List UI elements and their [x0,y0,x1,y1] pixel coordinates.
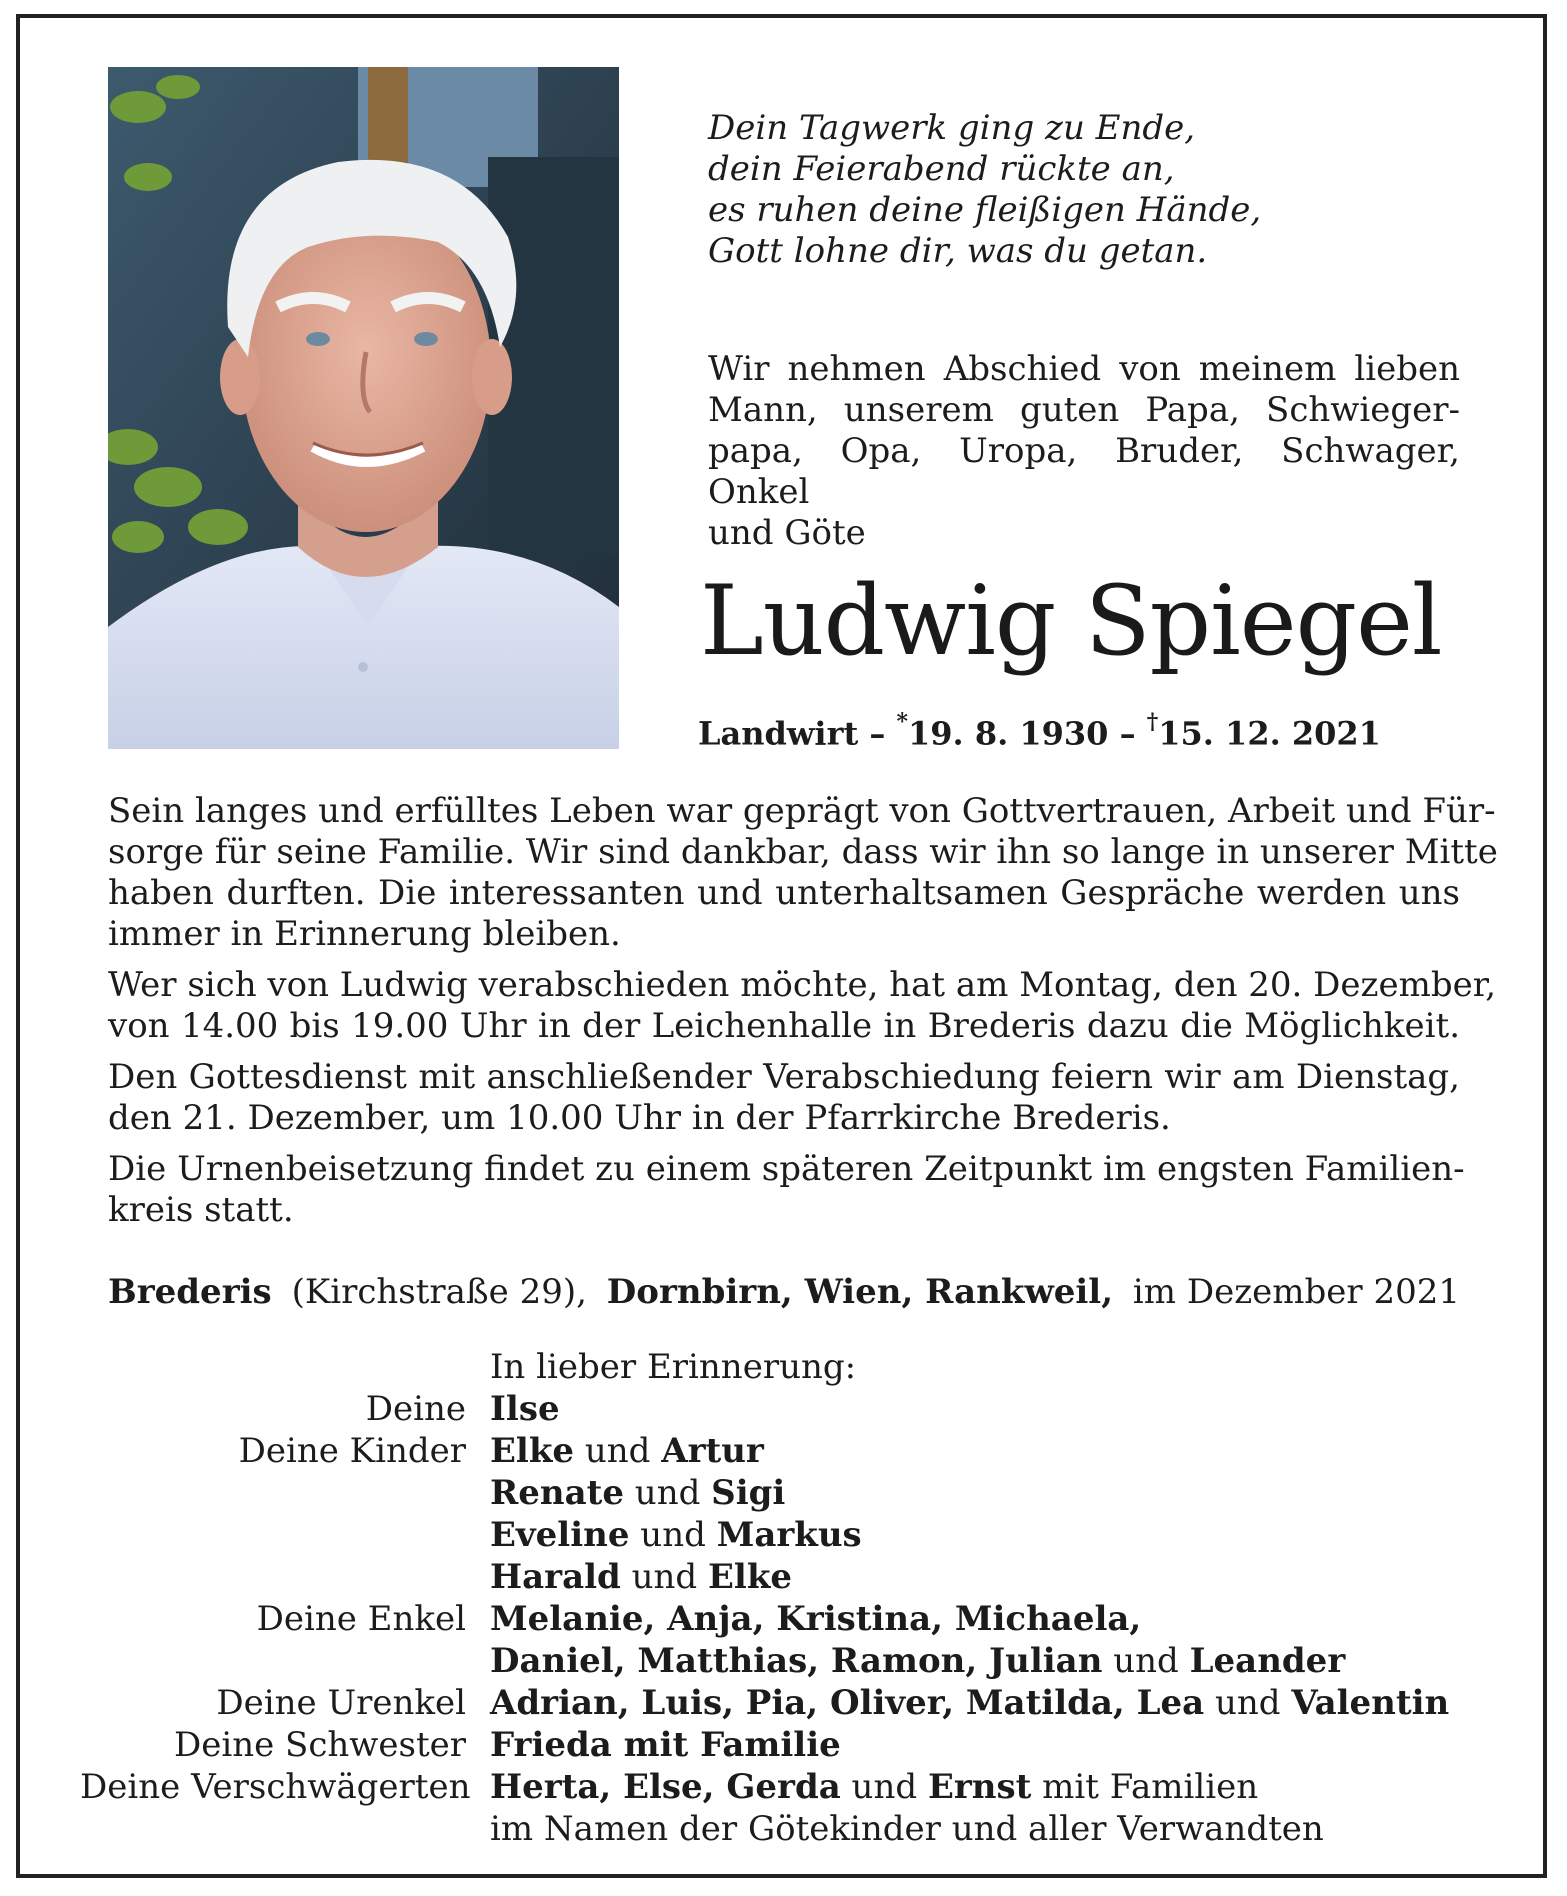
mourner-name: Melanie, Anja, Kristina, Michaela, [490,1599,1142,1639]
mourner-names [490,1724,1500,1766]
family-row [80,1640,1500,1682]
place-date: im Dezember 2021 [1132,1272,1460,1312]
relation-label [80,1514,490,1556]
mourner-name: Herta, Else, Gerda [490,1767,841,1807]
text-line: Den Gottesdienst mit anschließender Verabschiedung feiern wir am Dienstag, [108,1057,1460,1097]
death-symbol: † [1146,709,1159,735]
place-address: (Kirchstraße 29), [291,1272,587,1312]
text-line: von 14.00 bis 19.00 Uhr in der Leichenhalle in Brederis dazu die Möglichkeit. [108,1006,1460,1046]
mourner-name: Adrian, Luis, Pia, Oliver, Matilda, Lea [490,1683,1205,1723]
text-line: den 21. Dezember, um 10.00 Uhr in der Pfarrkirche Brederis. [108,1098,1171,1138]
mourner-name: Valentin [1291,1683,1450,1723]
mourner-names [490,1472,1500,1514]
paragraph [108,1057,1460,1139]
relation-label: Deine Urenkel [216,1683,466,1723]
family-row [80,1724,1500,1766]
life-dates [698,706,1381,754]
intro-line: Wir nehmen Abschied von meinem lieben [708,349,1460,389]
connector-text: und [1102,1641,1190,1681]
mourners-list [80,1346,1500,1850]
text-line: Wer sich von Ludwig verabschieden möchte, hat am Montag, den 20. Dezember, [108,965,1497,1005]
text-line: haben durften. Die interessanten und unterhaltsamen Gespräche werden uns [108,873,1460,913]
text-line: Sein langes und erfülltes Leben war geprägt von Gottvertrauen, Arbeit und Für- [108,791,1496,831]
family-heading-row [80,1346,1500,1388]
farewell-intro [708,349,1460,554]
mourner-name: Harald [490,1557,621,1597]
connector-text: mit Familien [1031,1767,1259,1807]
poem-line: dein Feierabend rückte an, [708,149,1175,189]
connector-text: und [623,1473,712,1513]
mourner-name: Frieda mit Familie [490,1725,841,1765]
mourner-name: Ernst [927,1767,1032,1807]
mourner-name: Renate [490,1473,624,1513]
family-row [80,1766,1500,1808]
relation-label [80,1640,490,1682]
family-row [80,1808,1500,1850]
family-heading: In lieber Erinnerung: [490,1347,857,1387]
mourner-names [490,1514,1500,1556]
separator: – [869,714,886,753]
relation-label: Deine Kinder [238,1431,466,1471]
relation-label: Deine Verschwägerten [80,1767,471,1807]
mourner-names [490,1556,1500,1598]
family-row [80,1598,1500,1640]
mourner-name: Elke [707,1557,793,1597]
intro-line: papa, Opa, Uropa, Bruder, Schwager, Onkel [708,431,1460,512]
portrait-illustration [108,67,619,749]
deceased-name: Ludwig Spiegel [700,565,1442,677]
family-row [80,1556,1500,1598]
relation-label [80,1472,490,1514]
profession: Landwirt [698,714,859,753]
portrait-photo [108,67,619,749]
place-others: Dornbirn, Wien, Rankweil, [606,1272,1114,1312]
poem-line: Dein Tagwerk ging zu Ende, [708,108,1196,148]
paragraph [108,791,1498,955]
paragraph [108,965,1497,1047]
place-town: Brederis [108,1272,272,1312]
family-row [80,1472,1500,1514]
family-row [80,1430,1500,1472]
mourner-names [490,1430,1500,1472]
relation-label: Deine Enkel [256,1599,466,1639]
poem-line: Gott lohne dir, was du getan. [708,231,1208,271]
poem [708,108,1468,272]
mourner-name: Leander [1189,1641,1346,1681]
mourner-name: Elke [490,1431,575,1471]
mourner-name: Eveline [490,1515,630,1555]
connector-text: im Namen der Götekinder und aller Verwandten [490,1809,1324,1849]
birth-date: 19. 8. 1930 [908,714,1109,753]
mourner-name: Artur [661,1431,764,1471]
poem-line: es ruhen deine fleißigen Hände, [708,190,1262,230]
mourner-names [490,1808,1500,1850]
separator: – [1119,714,1136,753]
mourner-names [490,1766,1500,1808]
connector-text: und [629,1515,717,1555]
place-date-line [108,1272,1460,1313]
birth-symbol: * [896,709,909,735]
mourner-names [490,1640,1500,1682]
text-line: Die Urnenbeisetzung findet zu einem späteren Zeitpunkt im engsten Familien- [108,1149,1465,1189]
mourner-names [490,1682,1500,1724]
family-row [80,1388,1500,1430]
relation-label [80,1556,490,1598]
text-line: kreis statt. [108,1190,294,1230]
connector-text: und [840,1767,928,1807]
relation-label [80,1808,490,1850]
death-date: 15. 12. 2021 [1158,714,1381,753]
mourner-name: Ilse [490,1389,560,1429]
family-row [80,1682,1500,1724]
relation-label: Deine Schwester [173,1725,466,1765]
intro-line: Mann, unserem guten Papa, Schwieger- [708,390,1460,430]
paragraph [108,1149,1465,1231]
intro-line: und Göte [708,513,866,553]
connector-text: und [620,1557,708,1597]
mourner-name: Daniel, Matthias, Ramon, Julian [490,1641,1103,1681]
text-line: sorge für seine Familie. Wir sind dankbar, dass wir ihn so lange in unserer Mitte [108,832,1498,872]
connector-text: und [574,1431,662,1471]
mourner-names [490,1598,1500,1640]
relation-label: Deine [365,1389,466,1429]
mourner-names [490,1388,1500,1430]
family-row [80,1514,1500,1556]
connector-text: und [1204,1683,1292,1723]
mourner-name: Sigi [711,1473,786,1513]
text-line: immer in Erinnerung bleiben. [108,914,621,954]
mourner-name: Markus [716,1515,862,1555]
obituary-text [108,791,1498,1241]
